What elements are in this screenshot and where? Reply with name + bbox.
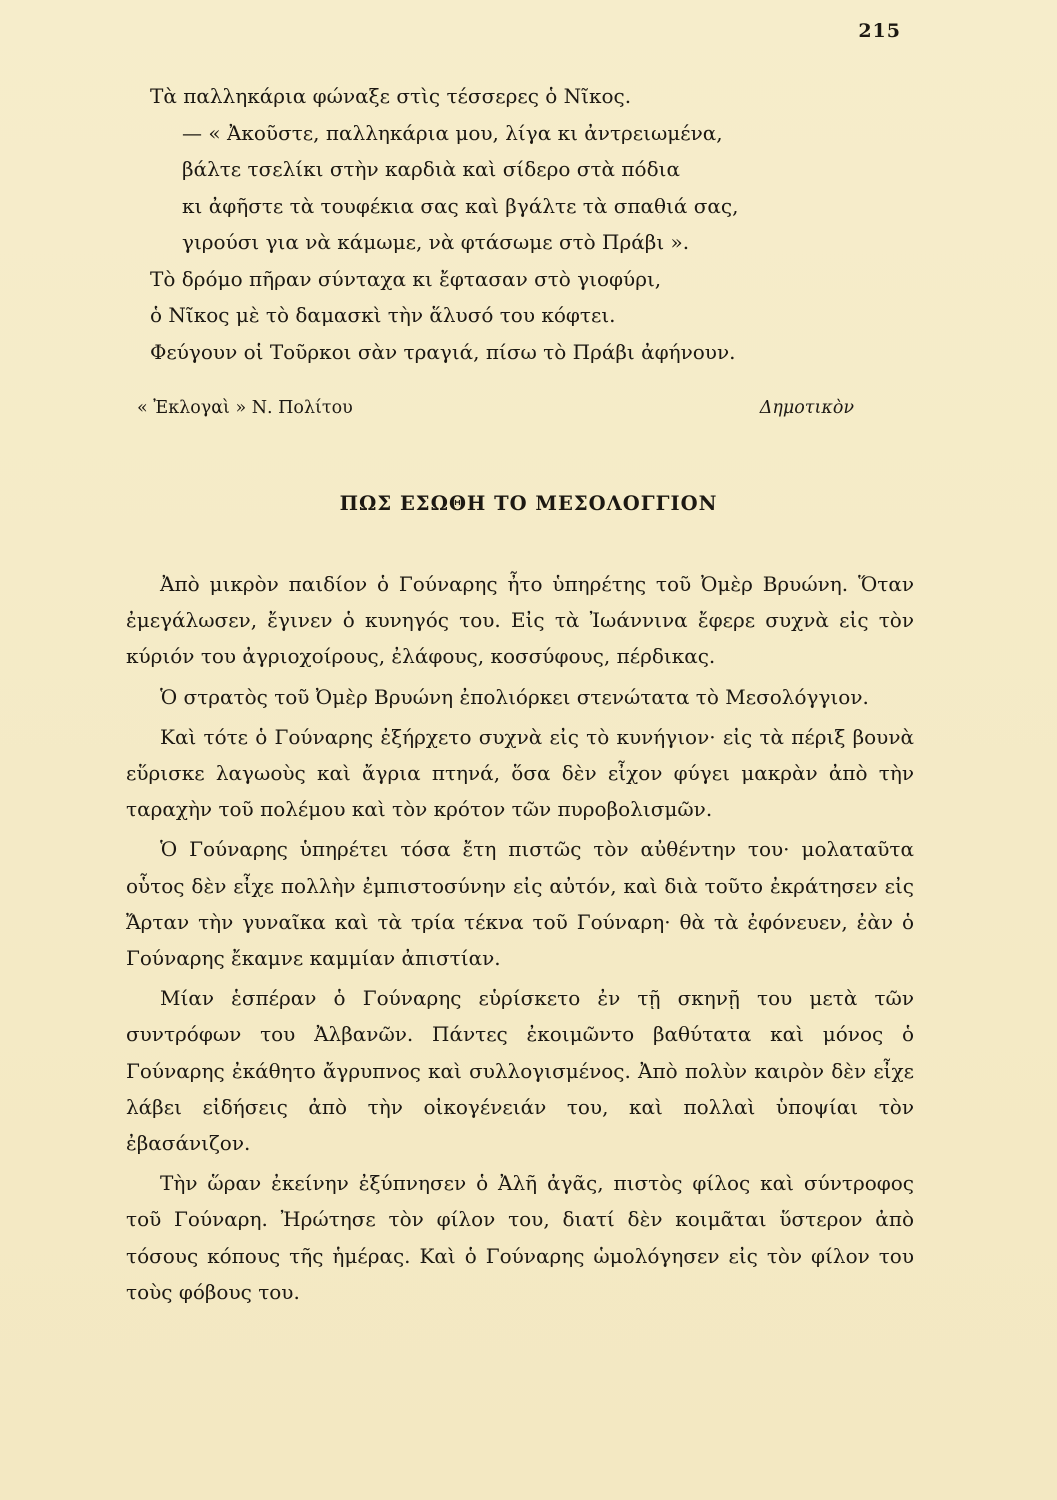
section-title: ΠΩΣ ΕΣΩΘΗ ΤΟ ΜΕΣΟΛΟΓΓΙΟΝ <box>339 492 718 515</box>
poem-line: Τὰ παλληκάρια φώναξε στὶς τέσσερες ὁ Νῖκος. <box>150 84 632 108</box>
page-number: 215 <box>858 20 901 42</box>
paragraph: Ἀπὸ μικρὸν παιδίον ὁ Γούναρης ἦτο ὑπηρέτης τοῦ Ὀμὲρ Βρυώνη. Ὅταν ἐμεγάλωσεν, ἔγινεν ὁ κυνηγός του. Εἰς τὰ Ἰωάννινα ἔφερε συχνὰ εἰς τὸν κύριόν του ἀγριοχοίρους, ἐλάφους, κοσσύφους, πέρδικας. <box>126 572 914 669</box>
poem-line: Τὸ δρόμο πῆραν σύνταχα κι ἔφτασαν στὸ γιοφύρι, <box>150 266 662 291</box>
poem-line: Φεύγουν οἱ Τοῦρκοι σὰν τραγιά, πίσω τὸ Πράβι ἀφήνουν. <box>150 339 736 364</box>
paragraph: Ὁ στρατὸς τοῦ Ὀμὲρ Βρυώνη ἐπολιόρκει στενώτατα τὸ Μεσολόγγιον. <box>160 684 869 709</box>
prose-block <box>126 566 914 1314</box>
source-citation: « Ἐκλογαὶ » Ν. Πολίτου <box>137 398 353 418</box>
paragraph: Καὶ τότε ὁ Γούναρης ἐξήρχετο συχνὰ εἰς τὸ κυνήγιον· εἰς τὰ πέριξ βουνὰ εὕρισκε λαγωοὺς καὶ ἄγρια πτηνά, ὅσα δὲν εἶχον φύγει μακρὰν ἀπὸ τὴν ταραχὴν τοῦ πολέμου καὶ τὸν κρότον τῶν πυροβολισμῶν. <box>126 724 914 822</box>
poem-line: ὁ Νῖκος μὲ τὸ δαμασκὶ τὴν ἅλυσό του κόφτει. <box>150 303 616 327</box>
paragraph: Τὴν ὥραν ἐκείνην ἐξύπνησεν ὁ Ἀλῆ ἀγᾶς, πιστὸς φίλος καὶ σύντροφος τοῦ Γούναρη. Ἠρώτησε τὸν φίλον του, διατί δὲν κοιμᾶται ὕστερον ἀπὸ τόσους κόπους τῆς ἡμέρας. Καὶ ὁ Γούναρης ὡμολόγησεν εἰς τὸν φίλον του τοὺς φόβους του. <box>126 1171 914 1304</box>
poem-line: γιρούσι για νὰ κάμωμε, νὰ φτάσωμε στὸ Πράβι ». <box>182 230 690 254</box>
paragraph: Ὁ Γούναρης ὑπηρέτει τόσα ἔτη πιστῶς τὸν αὐθέντην του· μολαταῦτα οὗτος δὲν εἶχε πολλὴν ἐμπιστοσύνην εἰς αὐτόν, καὶ διὰ τοῦτο ἐκράτησεν εἰς Ἄρταν τὴν γυναῖκα καὶ τὰ τρία τέκνα τοῦ Γούναρη· θὰ τὰ ἐφόνευεν, ἐὰν ὁ Γούναρης ἔκαμνε καμμίαν ἀπιστίαν. <box>126 837 914 971</box>
poem-block <box>150 78 890 370</box>
poem-line: κι ἀφῆστε τὰ τουφέκια σας καὶ βγάλτε τὰ σπαθιά σας, <box>182 193 739 218</box>
poem-line: βάλτε τσελίκι στὴν καρδιὰ καὶ σίδερο στὰ πόδια <box>182 157 680 181</box>
poem-line: — « Ἀκοῦστε, παλληκάρια μου, λίγα κι ἀντρειωμένα, <box>182 120 723 145</box>
poem-source <box>137 398 854 418</box>
source-genre: Δημοτικὸν <box>759 398 854 418</box>
paragraph: Μίαν ἑσπέραν ὁ Γούναρης εὑρίσκετο ἐν τῇ σκηνῇ του μετὰ τῶν συντρόφων του Ἀλβανῶν. Πάντες ἐκοιμῶντο βαθύτατα καὶ μόνος ὁ Γούναρης ἐκάθητο ἄγρυπνος καὶ συλλογισμένος. Ἀπὸ πολὺν καιρὸν δὲν εἶχε λάβει εἰδήσεις ἀπὸ τὴν οἰκογένειάν του, καὶ πολλαὶ ὑποψίαι τὸν ἐβασάνιζον. <box>126 986 914 1156</box>
